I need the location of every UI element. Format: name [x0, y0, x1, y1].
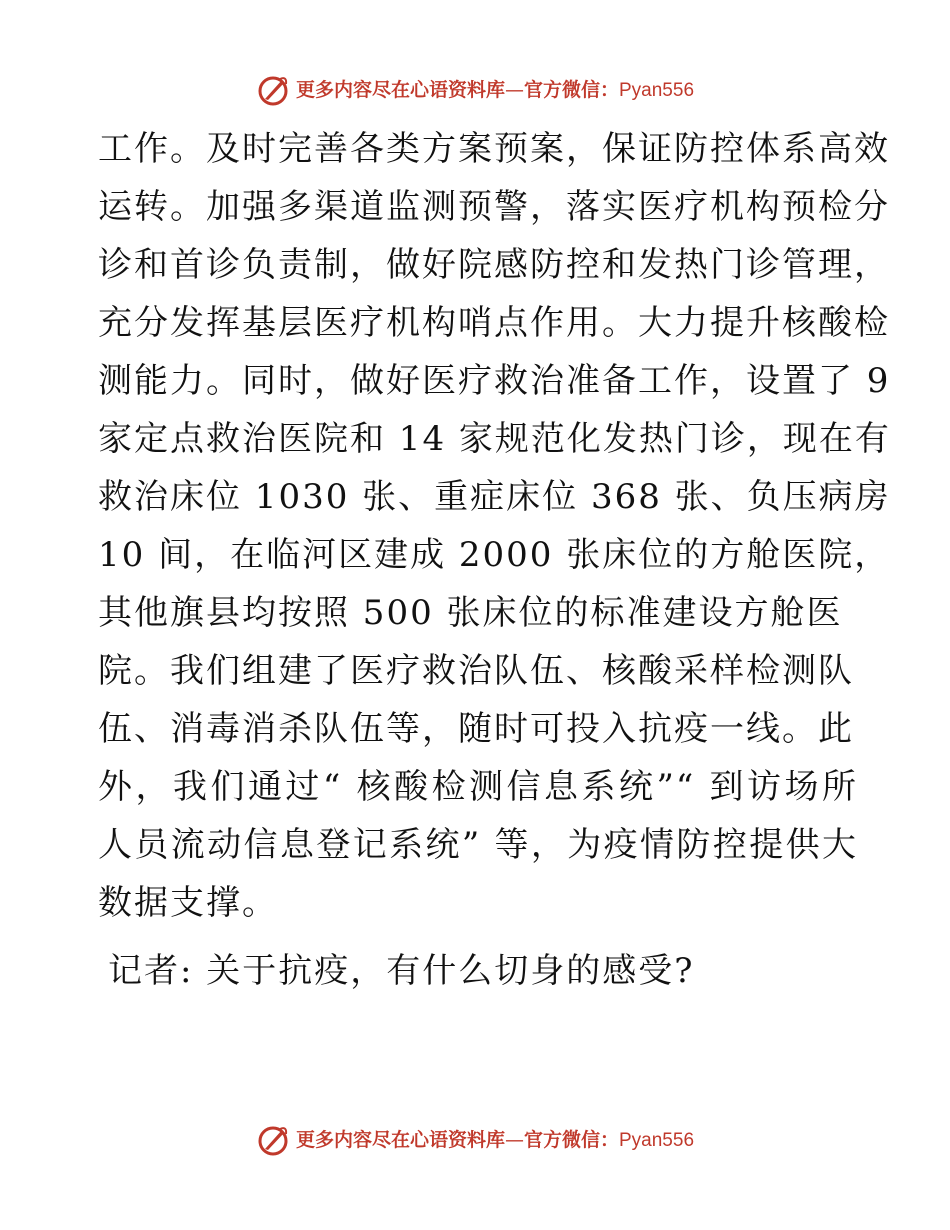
footer-banner	[0, 1120, 950, 1160]
body-line: 工作。及时完善各类方案预案，保证防控体系高效	[98, 129, 890, 169]
header-banner-inner	[256, 73, 694, 107]
header-banner-dash: —	[504, 78, 524, 101]
header-banner	[0, 70, 950, 110]
body-line: 伍、消毒消杀队伍等，随时可投入抗疫一线。此	[98, 709, 854, 749]
body-line: 人员流动信息登记系统” 等，为疫情防控提供大	[98, 825, 858, 865]
body-line: 充分发挥基层医疗机构哨点作用。大力提升核酸检	[98, 303, 890, 343]
body-line: 测能力。同时，做好医疗救治准备工作，设置了 9	[98, 361, 891, 401]
body-line: 诊和首诊负责制，做好院感防控和发热门诊管理，	[98, 245, 890, 285]
footer-banner-wechat-label: 官方微信：	[523, 1128, 619, 1151]
footer-banner-wechat-id: Pyan556	[619, 1129, 695, 1151]
reporter-question: 记者: 关于抗疫，有什么切身的感受?	[108, 951, 695, 991]
body-line: 10 间，在临河区建成 2000 张床位的方舱医院，	[98, 535, 891, 575]
quill-logo-icon	[256, 73, 290, 107]
body-line: 其他旗县均按照 500 张床位的标准建设方舱医	[98, 593, 843, 633]
body-line: 外，我们通过“ 核酸检测信息系统”“ 到访场所	[98, 767, 858, 807]
quill-logo-icon	[256, 1123, 290, 1157]
body-line: 运转。加强多渠道监测预警，落实医疗机构预检分	[98, 187, 890, 227]
header-banner-text	[295, 78, 695, 101]
body-line: 救治床位 1030 张、重症床位 368 张、负压病房	[98, 477, 891, 517]
header-banner-slogan: 更多内容尽在心语资料库	[295, 78, 505, 101]
footer-banner-inner	[256, 1123, 694, 1157]
body-line: 院。我们组建了医疗救治队伍、核酸采样检测队	[98, 651, 854, 691]
document-body	[98, 120, 891, 1000]
body-line: 数据支撑。	[98, 883, 278, 923]
footer-banner-slogan: 更多内容尽在心语资料库	[295, 1128, 505, 1151]
body-line: 家定点救治医院和 14 家规范化发热门诊，现在有	[98, 419, 891, 459]
footer-banner-dash: —	[504, 1128, 524, 1151]
body-paragraph	[98, 120, 891, 932]
footer-banner-text	[295, 1128, 695, 1151]
header-banner-wechat-label: 官方微信：	[523, 78, 619, 101]
header-banner-wechat-id: Pyan556	[619, 79, 695, 101]
